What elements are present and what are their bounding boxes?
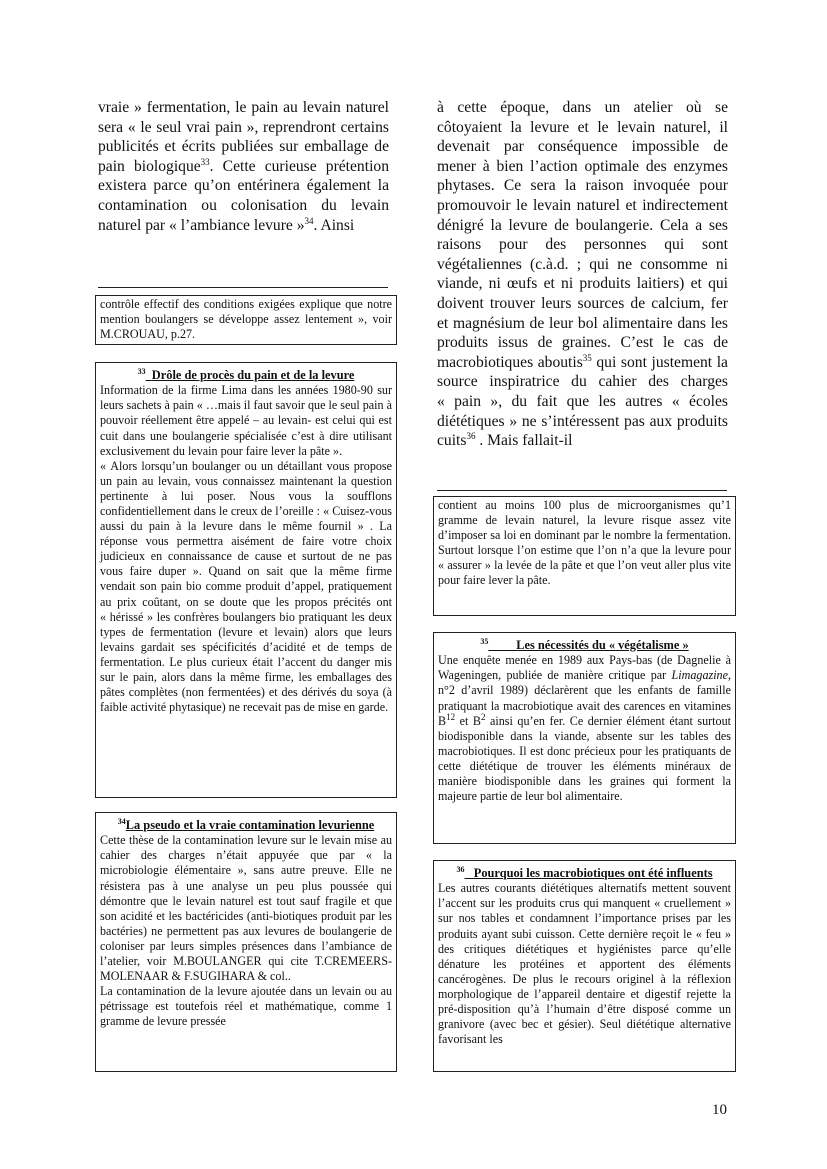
footnote-title: 33 Drôle de procès du pain et de la levure [100,364,392,383]
body-paragraph: à cette époque, dans un atelier où se côtoyaient la levure et le levain naturel, il devenait par conséquence impossible de mener à bien l’action optimale des enzymes phytases. Ce sera la raison invoquée pour promouvoir le levain naturel et indirectement dénigré la levure de boulangerie. Cela a ses raisons pour des personnes qui sont végétaliennes (c.à.d. ; qui ne consomme ni viande, ni œufs et ni produits laitiers) et qui doivent trouver leurs sources de calcium, fer et magnésium de leur bol alimentaire dans les produits issus de graines. C’est le cas de macrobiotiques aboutis$^{35}$ qui sont justement la source inspiratrice du cahier des charges « pain », du fait que les autres « écoles diététiques » ne s’intéressent pas aux produits cuits$^{36}$ . Mais fallait-il [437,99,728,450]
continued-footnote-right: contient au moins 100 plus de microorganismes qu’1 gramme de levain naturel, la levure risque assez vite d’imposer sa loi en dominant par le nombre la fermentation. Surtout lorsque l’on estime que l’on n’a que la levure pour « assurer » la levée de la pâte et que l’on veut aller plus vite pour faire lever la pâte. [433,496,736,616]
footnote-paragraph: Les autres courants diététiques alternatifs mettent souvent l’accent sur les produits crus qui manquent « cruellement » sur nos tables et condamnent l’importance prises par les produits ayant subi cuisson. Cette dernière reçoit le « feu » des critiques diététiques et hygiénistes parce qu’elle dénature les protéines et apportent des éléments cancérogènes. De plus le recours originel à la réflexion morphologique de l’appareil dentaire et digestif rejette la pré-disposition qu’à l’humain d’être disposé comme un granivore (avec bec et gésier). Seul diététique alternative favorisant les [438,881,731,1047]
left-main-text [98,98,389,235]
footnote-number: 33 [137,367,146,376]
footnote-number: 36 [456,865,465,874]
footnote-ref-35: 35 [582,352,592,363]
footnote-paragraph: Cette thèse de la contamination levure sur le levain mise au cahier des charges n’était appuyée que par « la microbiologie élémentaire », sans autre preuve. Elle ne résistera pas à une analyse un peu plus poussée qui démontre que le levain naturel est tout sauf fragile et que son acidité et les bactéricides (anti-biotiques produit par les bactéries) ne permettent pas aux levures de boulangerie de coloniser par leurs simples présences dans l’ambiance de l’atelier, voir M.BOULANGER qui cite T.CREMEERS-MOLENAAR & F.SUGIHARA & col.. [100,833,392,984]
footnote-separator [437,490,727,491]
footnote-title: 36 Pourquoi les macrobiotiques ont été influents [438,862,731,881]
continued-footnote-left: contrôle effectif des conditions exigées explique que notre mention boulangers se développe assez lentement », voir M.CROUAU, p.27. [95,295,397,345]
footnote-33 [95,362,397,798]
footnote-title: 34La pseudo et la vraie contamination levurienne [100,814,392,833]
footnote-36 [433,860,736,1072]
footnote-title: 35 Les nécessités du « végétalisme » [438,634,731,653]
footnote-number: 34 [117,817,126,826]
footnote-paragraph: Une enquête menée en 1989 aux Pays-bas (de Dagnelie à Wageningen, publiée de manière critique par Limagazine, n°2 d’avril 1989) déclarèrent que les enfants de famille pratiquant la macrobiotique avait des carences en vitamines $B^{12}$ et $B^2$ ainsi qu’en fer. Ce dernier élément étant surtout biodisponible dans la viande, absente sur les tables des macrobiotiques. Il est donc précieux pour les pratiquants de cette diététique de trouver les éléments minéraux de manière biodisponible dans les graines qui forment la majeure partie de leur bol alimentaire. [438,653,732,804]
right-main-text [437,98,728,451]
footnote-ref-33: 33 [200,156,210,167]
footnote-separator [98,287,388,288]
footnote-35 [433,632,736,844]
footnote-number: 35 [480,637,489,646]
footnote-paragraph: La contamination de la levure ajoutée dans un levain ou au pétrissage est toutefois réel et mathématique, comme 1 gramme de levure pressée [100,984,392,1029]
footnote-ref-34: 34 [304,215,314,226]
footnote-paragraph: Information de la firme Lima dans les années 1980-90 sur leurs sachets à pain « …mais il faut savoir que le seul pain à pouvoir réellement être appelé – au levain- est celui qui est cuit dans une boulangerie spécialisée c’est à dire utilisant exclusivement du levain pour faire lever la pâte ». [100,383,392,458]
page-number: 10 [712,1102,727,1118]
footnote-paragraph: « Alors lorsqu’un boulanger ou un détaillant vous propose un pain au levain, vous connaissez maintenant la question pertinente à lui poser. Nous vous la soufflons confidentiellement dans le creux de l’oreille : « Cuisez-vous aussi du pain à la levure dans le même fournil » . La réponse vous permettra aisément de faire votre choix judicieux en connaissance de cause et surtout de ne pas vous faire duper ». Quand on sait que la même firme vendait son pain bio comme produit d’appel, pratiquement au prix coûtant, on se doute que les propos précités ont « hérissé » les confrères boulangers bio pratiquant les deux types de fermentation (levure et levain) alors que leurs levains gardait ses spécificités d’acidité et de temps de fermentation. Le plus curieux était l’accent du danger mis sur le pain, alors dans la même firme, les emballages des pâtes complètes (non fermentées) et des dérivés du soya (à faible activité phytasique) ne recevait pas de mise en garde. [100,458,392,715]
footnote-ref-36: 36 [466,430,476,441]
footnote-34 [95,812,397,1072]
body-paragraph: vraie » fermentation, le pain au levain naturel sera « le seul vrai pain », reprendront certains publicités et écrits publiées sur emballage de pain biologique$^{33}$. Cette curieuse prétention existera parce qu’on entérinera également la contamination ou colonisation du levain naturel par « l’ambiance levure »$^{34}$. Ainsi [98,99,389,234]
